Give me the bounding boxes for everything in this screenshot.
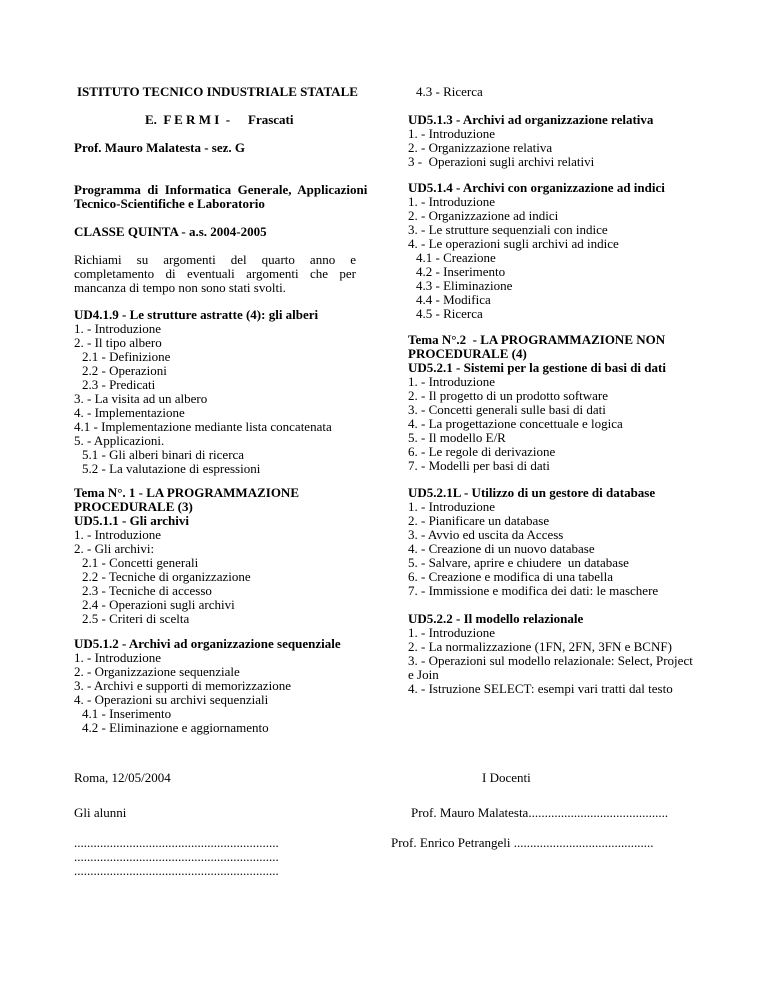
professor-signature-1: Prof. Mauro Malatesta...........................................: [411, 805, 669, 820]
list-item: 5. - Salvare, aprire e chiudere un database: [408, 555, 629, 570]
unit-title: UD4.1.9 - Le strutture astratte (4): gli alberi: [74, 307, 319, 322]
unit-ud513: [408, 113, 653, 169]
unit-title: UD5.2.2 - Il modello relazionale: [408, 611, 584, 626]
unit-ud521l: [408, 486, 658, 598]
list-item: 4. - Implementazione: [74, 405, 185, 420]
list-item: 1. - Introduzione: [408, 625, 496, 640]
list-item: 3. - La visita ad un albero: [74, 391, 208, 406]
unit-title: UD5.1.3 - Archivi ad organizzazione relativa: [408, 112, 654, 127]
list-subitem: 2.5 - Criteri di scelta: [82, 611, 190, 626]
list-item: 1. - Introduzione: [408, 194, 496, 209]
list-subitem: 4.5 - Ricerca: [416, 306, 483, 321]
list-subitem: 4.1 - Inserimento: [82, 706, 172, 721]
list-item: 3. - Operazioni sul modello relazionale: Select, Project: [408, 653, 693, 668]
list-item: 2. - Organizzazione relativa: [408, 140, 553, 155]
list-item: 6. - Le regole di derivazione: [408, 444, 556, 459]
list-item: 2. - La normalizzazione (1FN, 2FN, 3FN e BCNF): [408, 639, 672, 654]
unit-title: UD5.1.2 - Archivi ad organizzazione sequenziale: [74, 636, 341, 651]
list-item: 1. - Introduzione: [408, 126, 496, 141]
list-subitem: 4.1 - Creazione: [416, 250, 496, 265]
list-item: 4. - Creazione di un nuovo database: [408, 541, 595, 556]
unit-tema2-ud521: [408, 333, 666, 473]
continued-item: 4.3 - Ricerca: [416, 84, 483, 99]
unit-title: Tema N°. 1 - LA PROGRAMMAZIONE: [74, 485, 299, 500]
list-item: 1. - Introduzione: [408, 374, 496, 389]
list-subitem: 2.1 - Definizione: [82, 349, 171, 364]
intro-line: Richiami su argomenti del quarto anno e: [74, 252, 356, 267]
list-subitem: 2.2 - Operazioni: [82, 363, 167, 378]
students-label: Gli alunni: [74, 805, 127, 820]
list-item: 1. - Introduzione: [74, 527, 162, 542]
list-item: 7. - Immissione e modifica dei dati: le maschere: [408, 583, 659, 598]
list-item: 3. - Avvio ed uscita da Access: [408, 527, 564, 542]
program-title-line1: Programma di Informatica Generale, Applicazioni: [74, 182, 368, 197]
class-year: CLASSE QUINTA - a.s. 2004-2005: [74, 224, 267, 239]
list-item: 3. - Archivi e supporti di memorizzazione: [74, 678, 291, 693]
unit-title: UD5.1.1 - Gli archivi: [74, 513, 189, 528]
program-title-line2: Tecnico-Scientifiche e Laboratorio: [74, 196, 265, 211]
place-date: Roma, 12/05/2004: [74, 770, 171, 785]
list-item: 1. - Introduzione: [408, 499, 496, 514]
list-item: 6. - Creazione e modifica di una tabella: [408, 569, 614, 584]
list-subitem: 2.1 - Concetti generali: [82, 555, 199, 570]
list-subitem: 4.3 - Eliminazione: [416, 278, 513, 293]
list-item: 2. - Gli archivi:: [74, 541, 155, 556]
list-item: 2. - Organizzazione sequenziale: [74, 664, 240, 679]
docenti-label: I Docenti: [482, 770, 531, 785]
list-item: 3. - Le strutture sequenziali con indice: [408, 222, 608, 237]
unit-title: UD5.1.4 - Archivi con organizzazione ad indici: [408, 180, 665, 195]
unit-title: Tema N°.2 - LA PROGRAMMAZIONE NON: [408, 332, 666, 347]
list-item: 2. - Il tipo albero: [74, 335, 162, 350]
list-subitem: 4.4 - Modifica: [416, 292, 491, 307]
list-item: e Join: [408, 667, 439, 682]
unit-title: PROCEDURALE (3): [74, 499, 193, 514]
list-item: 2. - Il progetto di un prodotto software: [408, 388, 609, 403]
student-signature-lines: [74, 836, 279, 878]
list-item: 5. - Il modello E/R: [408, 430, 506, 445]
list-subitem: 4.2 - Eliminazione e aggiornamento: [82, 720, 269, 735]
list-item: 1. - Introduzione: [74, 321, 162, 336]
list-item: 2. - Organizzazione ad indici: [408, 208, 559, 223]
list-subitem: 2.4 - Operazioni sugli archivi: [82, 597, 235, 612]
unit-title: UD5.2.1 - Sistemi per la gestione di basi di dati: [408, 360, 666, 375]
unit-ud514: [408, 181, 665, 321]
list-item: 4.1 - Implementazione mediante lista concatenata: [74, 419, 332, 434]
intro-paragraph: [74, 253, 356, 295]
professor-signature-2: Prof. Enrico Petrangeli ...........................................: [391, 835, 654, 850]
signature-line: ...............................................................: [74, 863, 279, 878]
institute-name: ISTITUTO TECNICO INDUSTRIALE STATALE: [77, 84, 358, 99]
unit-ud522: [408, 612, 693, 696]
list-item: 7. - Modelli per basi di dati: [408, 458, 550, 473]
intro-line: completamento di eventuali argomenti che per: [74, 266, 356, 281]
unit-ud419: [74, 308, 332, 476]
school-name: E. F E R M I -: [145, 112, 231, 127]
unit-tema1-ud511: [74, 486, 299, 626]
list-subitem: 2.3 - Tecniche di accesso: [82, 583, 212, 598]
intro-line: mancanza di tempo non sono stati svolti.: [74, 280, 286, 295]
list-item: 4. - La progettazione concettuale e logica: [408, 416, 623, 431]
list-item: 4. - Operazioni su archivi sequenziali: [74, 692, 269, 707]
signature-line: ...............................................................: [74, 849, 279, 864]
list-subitem: 2.2 - Tecniche di organizzazione: [82, 569, 251, 584]
teacher-line: Prof. Mauro Malatesta - sez. G: [74, 140, 245, 155]
list-subitem: 5.2 - La valutazione di espressioni: [82, 461, 261, 476]
list-item: 4. - Le operazioni sugli archivi ad indice: [408, 236, 619, 251]
list-item: 4. - Istruzione SELECT: esempi vari tratti dal testo: [408, 681, 673, 696]
list-item: 2. - Pianificare un database: [408, 513, 550, 528]
list-item: 3 - Operazioni sugli archivi relativi: [408, 154, 595, 169]
signature-line: ...............................................................: [74, 835, 279, 850]
list-subitem: 4.2 - Inserimento: [416, 264, 506, 279]
list-subitem: 2.3 - Predicati: [82, 377, 156, 392]
school-city: Frascati: [248, 112, 294, 127]
list-item: 3. - Concetti generali sulle basi di dati: [408, 402, 606, 417]
unit-title: PROCEDURALE (4): [408, 346, 527, 361]
unit-title: UD5.2.1L - Utilizzo di un gestore di database: [408, 485, 656, 500]
list-subitem: 5.1 - Gli alberi binari di ricerca: [82, 447, 245, 462]
list-item: 5. - Applicazioni.: [74, 433, 165, 448]
list-item: 1. - Introduzione: [74, 650, 162, 665]
unit-ud512: [74, 637, 341, 735]
